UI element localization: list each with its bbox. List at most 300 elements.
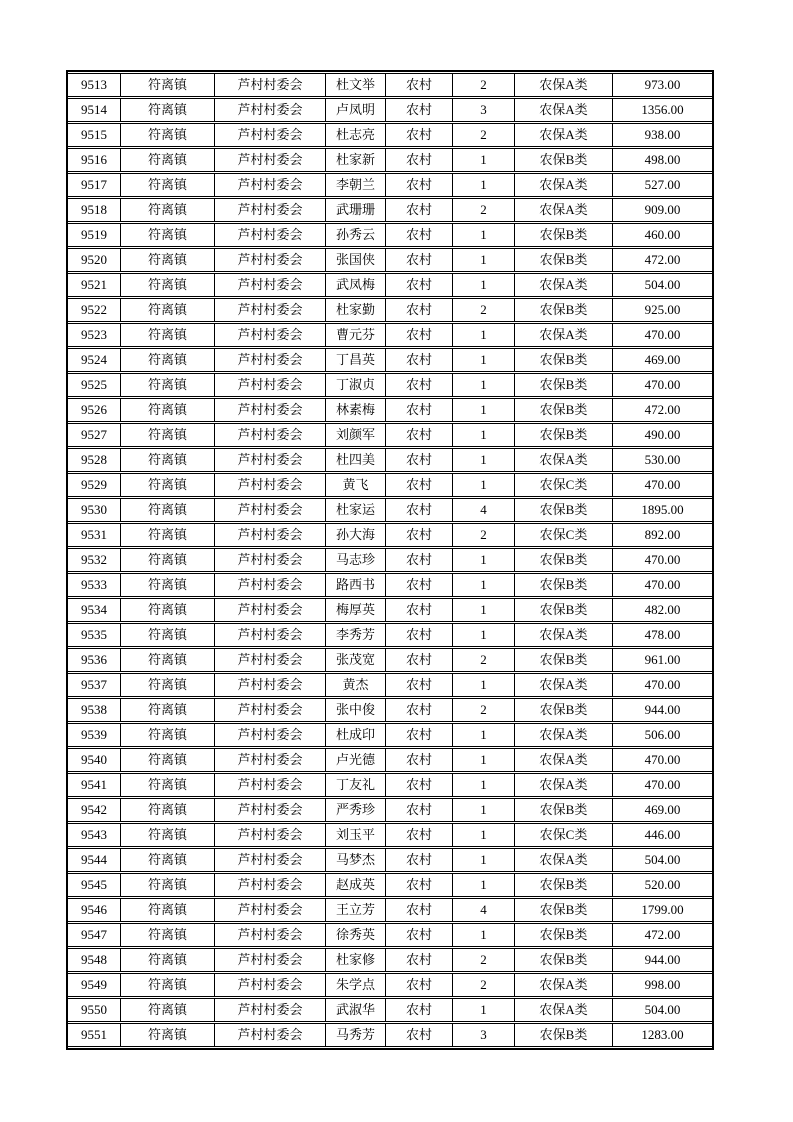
town-cell: 符离镇 xyxy=(120,523,214,547)
town-cell: 符离镇 xyxy=(120,723,214,747)
table-row xyxy=(68,1023,712,1047)
residence-type-cell: 农村 xyxy=(385,573,452,597)
serial-number-cell: 9528 xyxy=(68,448,120,472)
residence-type-cell: 农村 xyxy=(385,248,452,272)
serial-number-cell: 9540 xyxy=(68,748,120,772)
person-name-cell: 武凤梅 xyxy=(325,273,385,297)
records-table-body xyxy=(68,73,712,1047)
amount-cell: 973.00 xyxy=(612,73,712,97)
insurance-category-cell: 农保C类 xyxy=(514,523,612,547)
person-count-cell: 1 xyxy=(452,273,514,297)
person-count-cell: 1 xyxy=(452,673,514,697)
residence-type-cell: 农村 xyxy=(385,398,452,422)
person-count-cell: 1 xyxy=(452,823,514,847)
residence-type-cell: 农村 xyxy=(385,848,452,872)
person-name-cell: 武珊珊 xyxy=(325,198,385,222)
village-committee-cell: 芦村村委会 xyxy=(214,123,325,147)
person-count-cell: 1 xyxy=(452,398,514,422)
insurance-category-cell: 农保B类 xyxy=(514,948,612,972)
amount-cell: 892.00 xyxy=(612,523,712,547)
amount-cell: 909.00 xyxy=(612,198,712,222)
person-name-cell: 刘颜军 xyxy=(325,423,385,447)
town-cell: 符离镇 xyxy=(120,798,214,822)
town-cell: 符离镇 xyxy=(120,223,214,247)
village-committee-cell: 芦村村委会 xyxy=(214,748,325,772)
serial-number-cell: 9532 xyxy=(68,548,120,572)
amount-cell: 504.00 xyxy=(612,848,712,872)
person-name-cell: 杜四美 xyxy=(325,448,385,472)
amount-cell: 530.00 xyxy=(612,448,712,472)
town-cell: 符离镇 xyxy=(120,398,214,422)
village-committee-cell: 芦村村委会 xyxy=(214,623,325,647)
serial-number-cell: 9527 xyxy=(68,423,120,447)
serial-number-cell: 9545 xyxy=(68,873,120,897)
serial-number-cell: 9519 xyxy=(68,223,120,247)
village-committee-cell: 芦村村委会 xyxy=(214,198,325,222)
table-row xyxy=(68,823,712,847)
records-table xyxy=(66,70,714,1050)
person-name-cell: 梅厚英 xyxy=(325,598,385,622)
amount-cell: 1283.00 xyxy=(612,1023,712,1047)
insurance-category-cell: 农保A类 xyxy=(514,98,612,122)
town-cell: 符离镇 xyxy=(120,448,214,472)
table-row xyxy=(68,798,712,822)
table-row xyxy=(68,873,712,897)
town-cell: 符离镇 xyxy=(120,773,214,797)
person-name-cell: 刘玉平 xyxy=(325,823,385,847)
insurance-category-cell: 农保B类 xyxy=(514,398,612,422)
town-cell: 符离镇 xyxy=(120,948,214,972)
serial-number-cell: 9541 xyxy=(68,773,120,797)
residence-type-cell: 农村 xyxy=(385,898,452,922)
village-committee-cell: 芦村村委会 xyxy=(214,948,325,972)
person-name-cell: 徐秀英 xyxy=(325,923,385,947)
table-row xyxy=(68,548,712,572)
person-name-cell: 黄飞 xyxy=(325,473,385,497)
table-row xyxy=(68,523,712,547)
table-row xyxy=(68,923,712,947)
table-row xyxy=(68,273,712,297)
serial-number-cell: 9549 xyxy=(68,973,120,997)
insurance-category-cell: 农保B类 xyxy=(514,223,612,247)
insurance-category-cell: 农保B类 xyxy=(514,648,612,672)
town-cell: 符离镇 xyxy=(120,623,214,647)
insurance-category-cell: 农保A类 xyxy=(514,198,612,222)
person-name-cell: 孙秀云 xyxy=(325,223,385,247)
insurance-category-cell: 农保A类 xyxy=(514,173,612,197)
residence-type-cell: 农村 xyxy=(385,1023,452,1047)
insurance-category-cell: 农保B类 xyxy=(514,798,612,822)
insurance-category-cell: 农保B类 xyxy=(514,573,612,597)
serial-number-cell: 9542 xyxy=(68,798,120,822)
residence-type-cell: 农村 xyxy=(385,473,452,497)
town-cell: 符离镇 xyxy=(120,423,214,447)
amount-cell: 460.00 xyxy=(612,223,712,247)
residence-type-cell: 农村 xyxy=(385,723,452,747)
person-name-cell: 杜成印 xyxy=(325,723,385,747)
amount-cell: 1895.00 xyxy=(612,498,712,522)
person-name-cell: 武淑华 xyxy=(325,998,385,1022)
person-name-cell: 路西书 xyxy=(325,573,385,597)
amount-cell: 470.00 xyxy=(612,323,712,347)
insurance-category-cell: 农保A类 xyxy=(514,848,612,872)
town-cell: 符离镇 xyxy=(120,148,214,172)
town-cell: 符离镇 xyxy=(120,748,214,772)
serial-number-cell: 9543 xyxy=(68,823,120,847)
person-name-cell: 丁友礼 xyxy=(325,773,385,797)
residence-type-cell: 农村 xyxy=(385,698,452,722)
residence-type-cell: 农村 xyxy=(385,598,452,622)
residence-type-cell: 农村 xyxy=(385,648,452,672)
town-cell: 符离镇 xyxy=(120,498,214,522)
village-committee-cell: 芦村村委会 xyxy=(214,823,325,847)
table-row xyxy=(68,848,712,872)
table-row xyxy=(68,298,712,322)
table-row xyxy=(68,473,712,497)
village-committee-cell: 芦村村委会 xyxy=(214,423,325,447)
village-committee-cell: 芦村村委会 xyxy=(214,348,325,372)
insurance-category-cell: 农保A类 xyxy=(514,773,612,797)
town-cell: 符离镇 xyxy=(120,923,214,947)
person-name-cell: 杜志亮 xyxy=(325,123,385,147)
village-committee-cell: 芦村村委会 xyxy=(214,373,325,397)
amount-cell: 944.00 xyxy=(612,948,712,972)
town-cell: 符离镇 xyxy=(120,473,214,497)
amount-cell: 470.00 xyxy=(612,548,712,572)
amount-cell: 506.00 xyxy=(612,723,712,747)
amount-cell: 482.00 xyxy=(612,598,712,622)
serial-number-cell: 9518 xyxy=(68,198,120,222)
person-count-cell: 1 xyxy=(452,598,514,622)
person-count-cell: 1 xyxy=(452,748,514,772)
residence-type-cell: 农村 xyxy=(385,498,452,522)
table-row xyxy=(68,248,712,272)
person-name-cell: 丁昌英 xyxy=(325,348,385,372)
residence-type-cell: 农村 xyxy=(385,798,452,822)
insurance-category-cell: 农保B类 xyxy=(514,698,612,722)
person-name-cell: 杜家新 xyxy=(325,148,385,172)
serial-number-cell: 9529 xyxy=(68,473,120,497)
serial-number-cell: 9516 xyxy=(68,148,120,172)
table-row xyxy=(68,373,712,397)
town-cell: 符离镇 xyxy=(120,348,214,372)
village-committee-cell: 芦村村委会 xyxy=(214,573,325,597)
residence-type-cell: 农村 xyxy=(385,623,452,647)
table-row xyxy=(68,998,712,1022)
person-count-cell: 1 xyxy=(452,473,514,497)
amount-cell: 472.00 xyxy=(612,248,712,272)
person-count-cell: 2 xyxy=(452,298,514,322)
person-name-cell: 杜家运 xyxy=(325,498,385,522)
table-row xyxy=(68,123,712,147)
table-row xyxy=(68,673,712,697)
village-committee-cell: 芦村村委会 xyxy=(214,873,325,897)
amount-cell: 961.00 xyxy=(612,648,712,672)
person-count-cell: 2 xyxy=(452,948,514,972)
residence-type-cell: 农村 xyxy=(385,923,452,947)
amount-cell: 469.00 xyxy=(612,798,712,822)
town-cell: 符离镇 xyxy=(120,123,214,147)
serial-number-cell: 9522 xyxy=(68,298,120,322)
person-count-cell: 2 xyxy=(452,523,514,547)
village-committee-cell: 芦村村委会 xyxy=(214,648,325,672)
person-count-cell: 1 xyxy=(452,248,514,272)
residence-type-cell: 农村 xyxy=(385,448,452,472)
serial-number-cell: 9523 xyxy=(68,323,120,347)
residence-type-cell: 农村 xyxy=(385,223,452,247)
person-count-cell: 1 xyxy=(452,323,514,347)
table-row xyxy=(68,423,712,447)
table-row xyxy=(68,773,712,797)
person-count-cell: 1 xyxy=(452,848,514,872)
person-name-cell: 林素梅 xyxy=(325,398,385,422)
amount-cell: 1799.00 xyxy=(612,898,712,922)
amount-cell: 446.00 xyxy=(612,823,712,847)
person-count-cell: 2 xyxy=(452,123,514,147)
insurance-category-cell: 农保A类 xyxy=(514,448,612,472)
residence-type-cell: 农村 xyxy=(385,298,452,322)
town-cell: 符离镇 xyxy=(120,698,214,722)
village-committee-cell: 芦村村委会 xyxy=(214,1023,325,1047)
table-row xyxy=(68,573,712,597)
village-committee-cell: 芦村村委会 xyxy=(214,223,325,247)
person-name-cell: 杜家修 xyxy=(325,948,385,972)
residence-type-cell: 农村 xyxy=(385,348,452,372)
serial-number-cell: 9544 xyxy=(68,848,120,872)
town-cell: 符离镇 xyxy=(120,873,214,897)
table-row xyxy=(68,173,712,197)
table-row xyxy=(68,948,712,972)
town-cell: 符离镇 xyxy=(120,98,214,122)
residence-type-cell: 农村 xyxy=(385,548,452,572)
insurance-category-cell: 农保A类 xyxy=(514,73,612,97)
person-name-cell: 马志珍 xyxy=(325,548,385,572)
person-name-cell: 卢凤明 xyxy=(325,98,385,122)
serial-number-cell: 9536 xyxy=(68,648,120,672)
amount-cell: 470.00 xyxy=(612,573,712,597)
town-cell: 符离镇 xyxy=(120,848,214,872)
insurance-category-cell: 农保B类 xyxy=(514,298,612,322)
residence-type-cell: 农村 xyxy=(385,73,452,97)
village-committee-cell: 芦村村委会 xyxy=(214,73,325,97)
person-name-cell: 卢光德 xyxy=(325,748,385,772)
person-count-cell: 1 xyxy=(452,423,514,447)
amount-cell: 470.00 xyxy=(612,748,712,772)
person-count-cell: 3 xyxy=(452,98,514,122)
village-committee-cell: 芦村村委会 xyxy=(214,973,325,997)
table-row xyxy=(68,973,712,997)
town-cell: 符离镇 xyxy=(120,598,214,622)
serial-number-cell: 9550 xyxy=(68,998,120,1022)
village-committee-cell: 芦村村委会 xyxy=(214,898,325,922)
residence-type-cell: 农村 xyxy=(385,948,452,972)
village-committee-cell: 芦村村委会 xyxy=(214,798,325,822)
village-committee-cell: 芦村村委会 xyxy=(214,673,325,697)
insurance-category-cell: 农保A类 xyxy=(514,623,612,647)
table-row xyxy=(68,223,712,247)
amount-cell: 490.00 xyxy=(612,423,712,447)
town-cell: 符离镇 xyxy=(120,673,214,697)
table-row xyxy=(68,348,712,372)
person-name-cell: 张中俊 xyxy=(325,698,385,722)
insurance-category-cell: 农保B类 xyxy=(514,423,612,447)
person-count-cell: 1 xyxy=(452,723,514,747)
person-count-cell: 1 xyxy=(452,373,514,397)
insurance-category-cell: 农保A类 xyxy=(514,123,612,147)
insurance-category-cell: 农保C类 xyxy=(514,823,612,847)
village-committee-cell: 芦村村委会 xyxy=(214,698,325,722)
serial-number-cell: 9525 xyxy=(68,373,120,397)
insurance-category-cell: 农保B类 xyxy=(514,148,612,172)
person-count-cell: 2 xyxy=(452,73,514,97)
residence-type-cell: 农村 xyxy=(385,123,452,147)
village-committee-cell: 芦村村委会 xyxy=(214,848,325,872)
town-cell: 符离镇 xyxy=(120,373,214,397)
serial-number-cell: 9548 xyxy=(68,948,120,972)
serial-number-cell: 9514 xyxy=(68,98,120,122)
village-committee-cell: 芦村村委会 xyxy=(214,773,325,797)
person-count-cell: 3 xyxy=(452,1023,514,1047)
village-committee-cell: 芦村村委会 xyxy=(214,248,325,272)
residence-type-cell: 农村 xyxy=(385,423,452,447)
serial-number-cell: 9524 xyxy=(68,348,120,372)
table-row xyxy=(68,698,712,722)
residence-type-cell: 农村 xyxy=(385,523,452,547)
town-cell: 符离镇 xyxy=(120,273,214,297)
village-committee-cell: 芦村村委会 xyxy=(214,398,325,422)
person-name-cell: 杜文举 xyxy=(325,73,385,97)
insurance-category-cell: 农保B类 xyxy=(514,548,612,572)
amount-cell: 498.00 xyxy=(612,148,712,172)
insurance-category-cell: 农保B类 xyxy=(514,1023,612,1047)
table-row xyxy=(68,448,712,472)
person-count-cell: 1 xyxy=(452,998,514,1022)
person-name-cell: 张国侠 xyxy=(325,248,385,272)
town-cell: 符离镇 xyxy=(120,73,214,97)
insurance-category-cell: 农保B类 xyxy=(514,598,612,622)
residence-type-cell: 农村 xyxy=(385,973,452,997)
person-name-cell: 朱学点 xyxy=(325,973,385,997)
town-cell: 符离镇 xyxy=(120,548,214,572)
person-count-cell: 1 xyxy=(452,923,514,947)
village-committee-cell: 芦村村委会 xyxy=(214,98,325,122)
table-row xyxy=(68,398,712,422)
residence-type-cell: 农村 xyxy=(385,148,452,172)
insurance-category-cell: 农保A类 xyxy=(514,998,612,1022)
person-name-cell: 孙大海 xyxy=(325,523,385,547)
serial-number-cell: 9546 xyxy=(68,898,120,922)
person-count-cell: 1 xyxy=(452,798,514,822)
village-committee-cell: 芦村村委会 xyxy=(214,298,325,322)
person-name-cell: 马梦杰 xyxy=(325,848,385,872)
person-count-cell: 1 xyxy=(452,773,514,797)
village-committee-cell: 芦村村委会 xyxy=(214,598,325,622)
residence-type-cell: 农村 xyxy=(385,998,452,1022)
amount-cell: 470.00 xyxy=(612,673,712,697)
insurance-category-cell: 农保B类 xyxy=(514,248,612,272)
insurance-category-cell: 农保C类 xyxy=(514,473,612,497)
table-row xyxy=(68,648,712,672)
person-name-cell: 丁淑贞 xyxy=(325,373,385,397)
table-row xyxy=(68,98,712,122)
residence-type-cell: 农村 xyxy=(385,823,452,847)
amount-cell: 998.00 xyxy=(612,973,712,997)
person-count-cell: 1 xyxy=(452,623,514,647)
insurance-category-cell: 农保B类 xyxy=(514,348,612,372)
person-name-cell: 王立芳 xyxy=(325,898,385,922)
person-name-cell: 黄杰 xyxy=(325,673,385,697)
person-name-cell: 杜家勤 xyxy=(325,298,385,322)
residence-type-cell: 农村 xyxy=(385,373,452,397)
serial-number-cell: 9537 xyxy=(68,673,120,697)
serial-number-cell: 9521 xyxy=(68,273,120,297)
town-cell: 符离镇 xyxy=(120,173,214,197)
table-row xyxy=(68,323,712,347)
person-count-cell: 1 xyxy=(452,173,514,197)
person-name-cell: 李秀芳 xyxy=(325,623,385,647)
table-row xyxy=(68,498,712,522)
village-committee-cell: 芦村村委会 xyxy=(214,523,325,547)
person-count-cell: 1 xyxy=(452,873,514,897)
person-name-cell: 曹元芬 xyxy=(325,323,385,347)
person-count-cell: 4 xyxy=(452,898,514,922)
residence-type-cell: 农村 xyxy=(385,173,452,197)
town-cell: 符离镇 xyxy=(120,898,214,922)
town-cell: 符离镇 xyxy=(120,823,214,847)
serial-number-cell: 9533 xyxy=(68,573,120,597)
amount-cell: 478.00 xyxy=(612,623,712,647)
serial-number-cell: 9520 xyxy=(68,248,120,272)
village-committee-cell: 芦村村委会 xyxy=(214,273,325,297)
serial-number-cell: 9538 xyxy=(68,698,120,722)
village-committee-cell: 芦村村委会 xyxy=(214,923,325,947)
person-name-cell: 赵成英 xyxy=(325,873,385,897)
village-committee-cell: 芦村村委会 xyxy=(214,173,325,197)
table-row xyxy=(68,198,712,222)
person-count-cell: 2 xyxy=(452,198,514,222)
town-cell: 符离镇 xyxy=(120,323,214,347)
amount-cell: 1356.00 xyxy=(612,98,712,122)
serial-number-cell: 9531 xyxy=(68,523,120,547)
insurance-category-cell: 农保A类 xyxy=(514,323,612,347)
amount-cell: 470.00 xyxy=(612,373,712,397)
residence-type-cell: 农村 xyxy=(385,748,452,772)
person-count-cell: 2 xyxy=(452,973,514,997)
insurance-category-cell: 农保B类 xyxy=(514,498,612,522)
serial-number-cell: 9515 xyxy=(68,123,120,147)
town-cell: 符离镇 xyxy=(120,198,214,222)
town-cell: 符离镇 xyxy=(120,973,214,997)
amount-cell: 504.00 xyxy=(612,998,712,1022)
residence-type-cell: 农村 xyxy=(385,98,452,122)
residence-type-cell: 农村 xyxy=(385,673,452,697)
serial-number-cell: 9526 xyxy=(68,398,120,422)
insurance-category-cell: 农保A类 xyxy=(514,273,612,297)
village-committee-cell: 芦村村委会 xyxy=(214,998,325,1022)
amount-cell: 470.00 xyxy=(612,773,712,797)
insurance-category-cell: 农保A类 xyxy=(514,748,612,772)
residence-type-cell: 农村 xyxy=(385,198,452,222)
amount-cell: 925.00 xyxy=(612,298,712,322)
insurance-category-cell: 农保B类 xyxy=(514,373,612,397)
table-row xyxy=(68,598,712,622)
person-count-cell: 1 xyxy=(452,348,514,372)
table-row xyxy=(68,73,712,97)
town-cell: 符离镇 xyxy=(120,298,214,322)
insurance-category-cell: 农保A类 xyxy=(514,723,612,747)
town-cell: 符离镇 xyxy=(120,648,214,672)
person-name-cell: 李朝兰 xyxy=(325,173,385,197)
